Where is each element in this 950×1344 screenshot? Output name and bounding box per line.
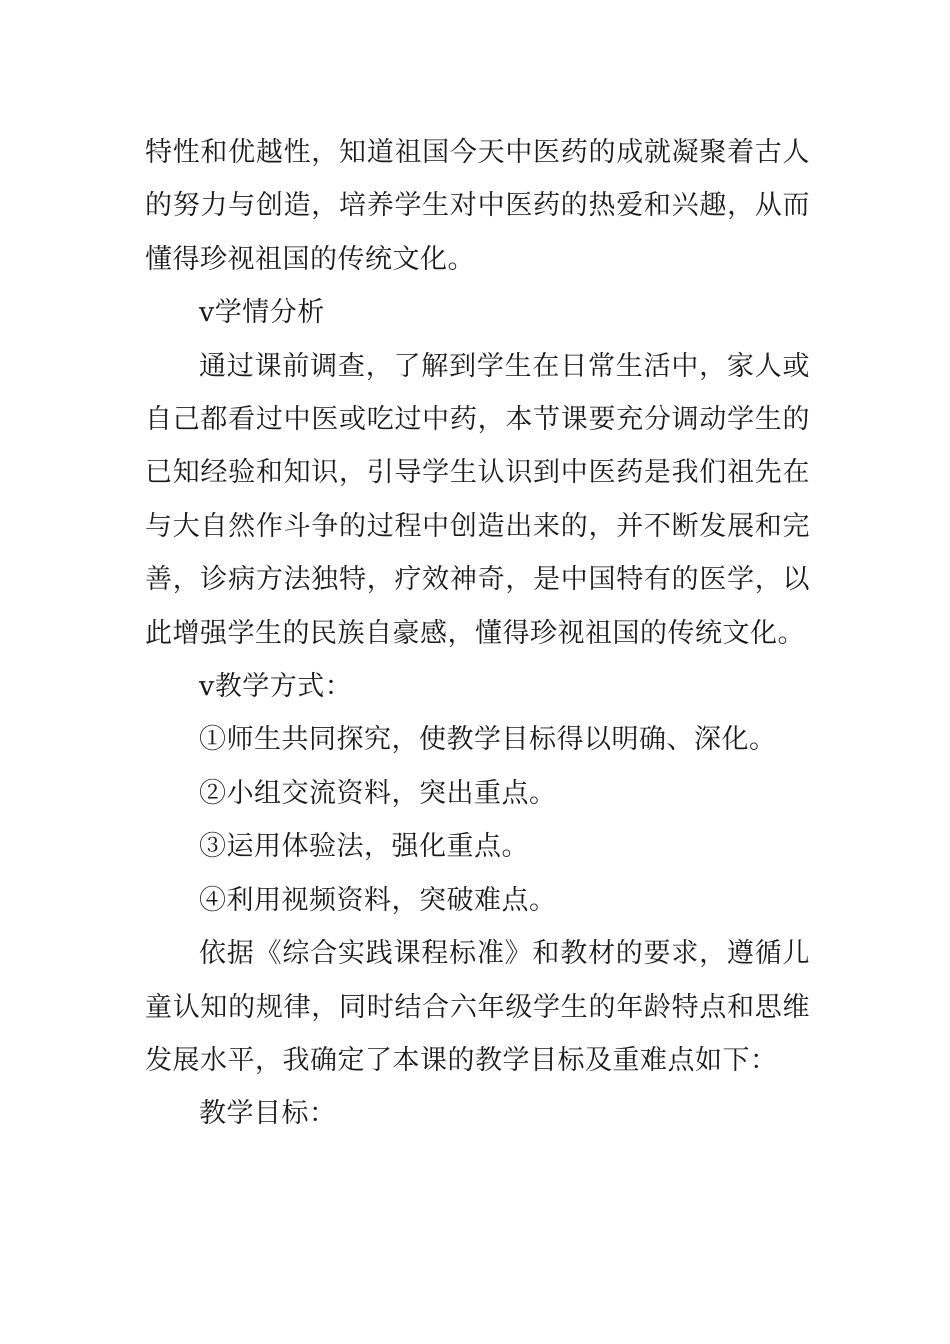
section-heading-learning-analysis: v学情分析 <box>199 297 325 329</box>
document-body <box>145 126 810 1141</box>
list-item-method-4: ④利用视频资料，突破难点。 <box>199 884 557 916</box>
paragraph-learning-analysis: 通过课前调查，了解到学生在日常生活中，家人或自己都看过中医或吃过中药，本节课要充分调动学生的已知经验和知识，引导学生认识到中医药是我们祖先在与大自然作斗争的过程中创造出来的，并不断发展和完善，诊病方法独特，疗效神奇，是中国特有的医学，以此增强学生的民族自豪感，懂得珍视祖国的传统文化。 <box>145 350 810 649</box>
list-item-method-3: ③运用体验法，强化重点。 <box>199 831 529 863</box>
section-heading-teaching-goals: 教学目标： <box>199 1098 337 1130</box>
paragraph-basis: 依据《综合实践课程标准》和教材的要求，遵循儿童认知的规律，同时结合六年级学生的年龄特点和思维发展水平，我确定了本课的教学目标及重难点如下： <box>145 938 810 1076</box>
list-item-method-2: ②小组交流资料，突出重点。 <box>199 777 557 809</box>
section-heading-teaching-methods: v教学方式： <box>199 671 353 703</box>
paragraph-continuation: 特性和优越性，知道祖国今天中医药的成就凝聚着古人的努力与创造，培养学生对中医药的热爱和兴趣，从而懂得珍视祖国的传统文化。 <box>145 137 810 275</box>
list-item-method-1: ①师生共同探究，使教学目标得以明确、深化。 <box>199 724 777 756</box>
